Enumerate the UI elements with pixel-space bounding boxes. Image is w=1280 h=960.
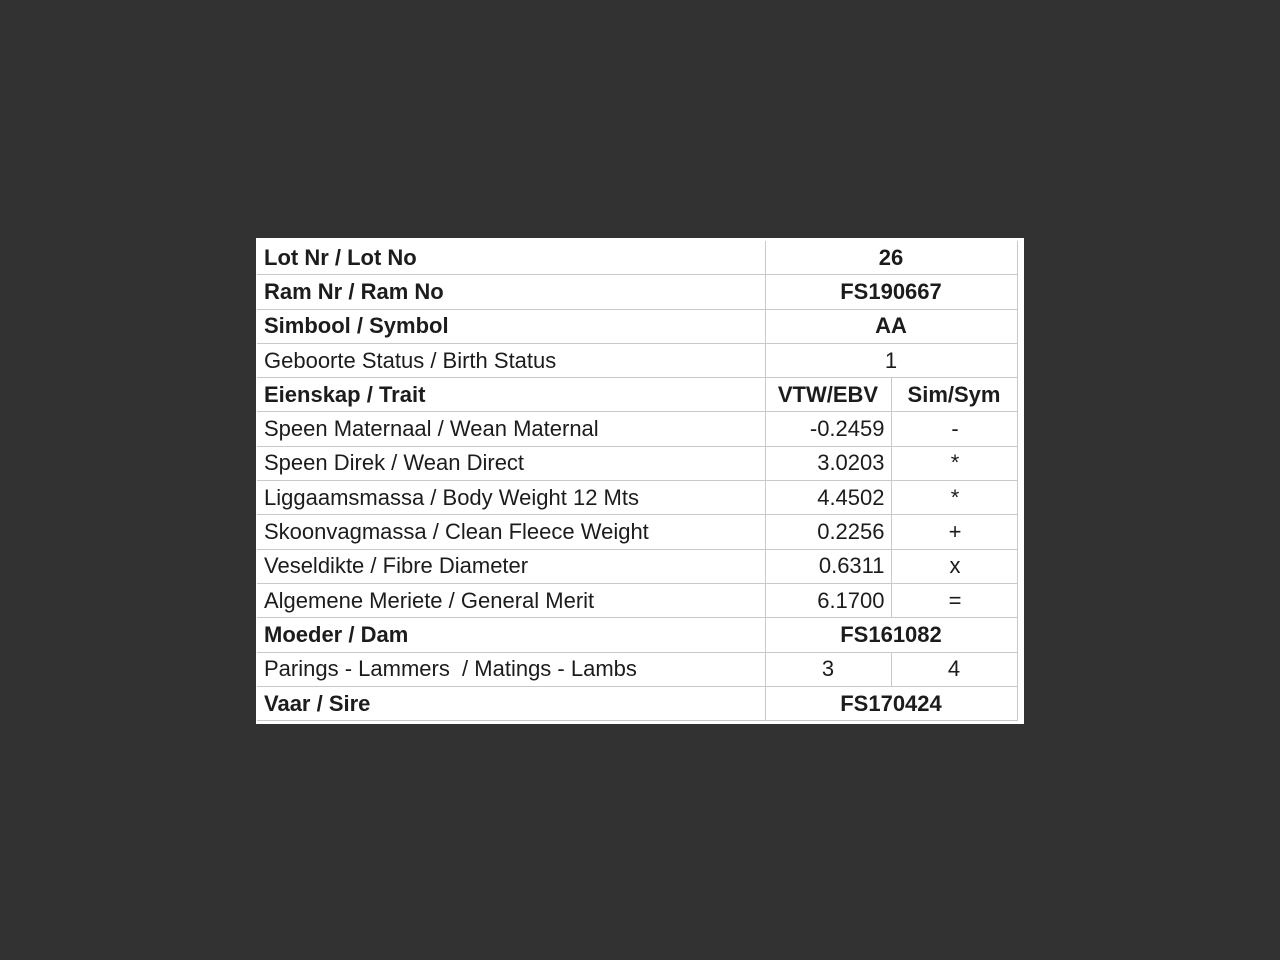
trait-row xyxy=(257,412,1017,446)
trait-row xyxy=(257,549,1017,583)
birth-status-label: Geboorte Status / Birth Status xyxy=(257,343,765,377)
trait-row xyxy=(257,481,1017,515)
trait-symbol: * xyxy=(891,481,1017,515)
ram-number-row xyxy=(257,275,1017,309)
trait-ebv: 3.0203 xyxy=(765,446,891,480)
lambs-count: 4 xyxy=(891,652,1017,686)
ram-number-label: Ram Nr / Ram No xyxy=(257,275,765,309)
lot-number-value: 26 xyxy=(765,241,1017,275)
lot-info-table xyxy=(257,241,1018,721)
trait-label: Veseldikte / Fibre Diameter xyxy=(257,549,765,583)
trait-label: Speen Direk / Wean Direct xyxy=(257,446,765,480)
trait-header-row xyxy=(257,378,1017,412)
sym-column-header: Sim/Sym xyxy=(891,378,1017,412)
matings-label: Parings - Lammers / Matings - Lambs xyxy=(257,652,765,686)
trait-header-label: Eienskap / Trait xyxy=(257,378,765,412)
lot-number-label: Lot Nr / Lot No xyxy=(257,241,765,275)
trait-ebv: 0.6311 xyxy=(765,549,891,583)
dam-value: FS161082 xyxy=(765,618,1017,652)
trait-symbol: * xyxy=(891,446,1017,480)
trait-ebv: 4.4502 xyxy=(765,481,891,515)
birth-status-row xyxy=(257,343,1017,377)
dam-label: Moeder / Dam xyxy=(257,618,765,652)
trait-symbol: + xyxy=(891,515,1017,549)
trait-label: Liggaamsmassa / Body Weight 12 Mts xyxy=(257,481,765,515)
ram-number-value: FS190667 xyxy=(765,275,1017,309)
dam-row xyxy=(257,618,1017,652)
lot-info-sheet xyxy=(256,238,1024,724)
matings-count: 3 xyxy=(765,652,891,686)
trait-symbol: - xyxy=(891,412,1017,446)
trait-label: Skoonvagmassa / Clean Fleece Weight xyxy=(257,515,765,549)
symbol-label: Simbool / Symbol xyxy=(257,309,765,343)
sire-row xyxy=(257,686,1017,720)
trait-row xyxy=(257,515,1017,549)
ebv-column-header: VTW/EBV xyxy=(765,378,891,412)
symbol-row xyxy=(257,309,1017,343)
trait-label: Speen Maternaal / Wean Maternal xyxy=(257,412,765,446)
lot-number-row xyxy=(257,241,1017,275)
trait-symbol: x xyxy=(891,549,1017,583)
sire-value: FS170424 xyxy=(765,686,1017,720)
trait-label: Algemene Meriete / General Merit xyxy=(257,583,765,617)
sire-label: Vaar / Sire xyxy=(257,686,765,720)
matings-row xyxy=(257,652,1017,686)
trait-ebv: -0.2459 xyxy=(765,412,891,446)
trait-row xyxy=(257,446,1017,480)
trait-ebv: 0.2256 xyxy=(765,515,891,549)
trait-symbol: = xyxy=(891,583,1017,617)
trait-row xyxy=(257,583,1017,617)
symbol-value: AA xyxy=(765,309,1017,343)
trait-ebv: 6.1700 xyxy=(765,583,891,617)
birth-status-value: 1 xyxy=(765,343,1017,377)
